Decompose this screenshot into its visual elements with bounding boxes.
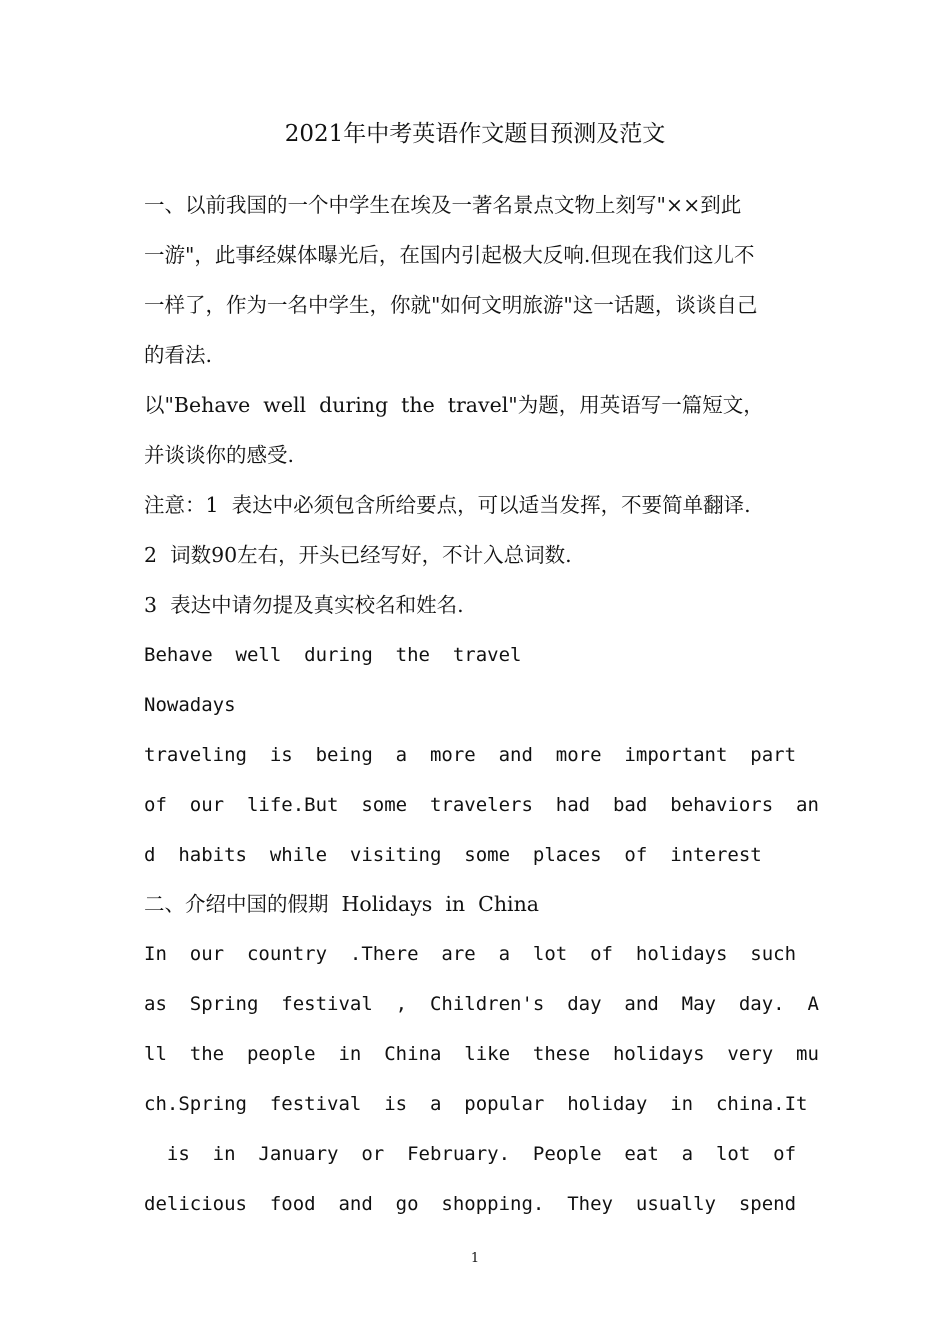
text-line: d habits while visiting some places of interest xyxy=(144,844,762,866)
text-line: of our life.But some travelers had bad behaviors an xyxy=(144,794,819,816)
text-line: In our country .There are a lot of holidays such xyxy=(144,943,797,965)
page-number: 1 xyxy=(470,1251,480,1266)
text-line: is in January or February. People eat a lot of xyxy=(144,1143,797,1165)
text-line: 一、以前我国的一个中学生在埃及一著名景点文物上刻写"××到此 xyxy=(144,193,742,217)
text-line: 一游"，此事经媒体曝光后，在国内引起极大反响.但现在我们这儿不 xyxy=(144,243,755,267)
text-line: 的看法. xyxy=(144,343,213,367)
text-line: ch.Spring festival is a popular holiday in china.It xyxy=(144,1093,808,1115)
text-line: traveling is being a more and more important part xyxy=(144,744,797,766)
text-line: 2 词数90左右，开头已经写好，不计入总词数. xyxy=(144,543,572,567)
essay-title-line: Behave well during the travel xyxy=(144,644,522,666)
text-line: 以"Behave well during the travel"为题，用英语写一篇短文， xyxy=(144,393,764,417)
section-heading: 二、介绍中国的假期 Holidays in China xyxy=(144,892,540,916)
text-line: delicious food and go shopping. They usually spend xyxy=(144,1193,797,1215)
text-line: ll the people in China like these holidays very mu xyxy=(144,1043,819,1065)
text-line: 一样了，作为一名中学生，你就"如何文明旅游"这一话题，谈谈自己 xyxy=(144,293,758,317)
text-line: 3 表达中请勿提及真实校名和姓名. xyxy=(144,593,464,617)
text-line: Nowadays xyxy=(144,694,236,716)
document-title: 2021年中考英语作文题目预测及范文 xyxy=(284,121,666,147)
text-line: 并谈谈你的感受. xyxy=(144,443,295,467)
text-line: as Spring festival , Children's day and May day. A xyxy=(144,993,819,1015)
text-line: 注意：1 表达中必须包含所给要点，可以适当发挥，不要简单翻译. xyxy=(144,493,751,517)
